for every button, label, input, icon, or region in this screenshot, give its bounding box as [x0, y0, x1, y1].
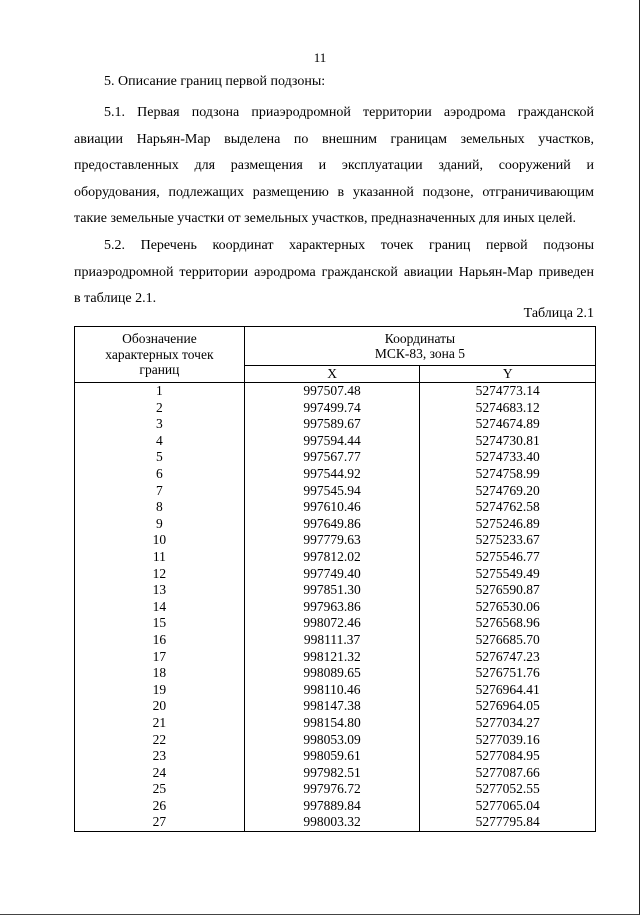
x-coordinate-cell: 997779.63 — [244, 532, 420, 549]
header-coordinates-system: МСК-83, зона 5 — [374, 346, 465, 361]
table-row — [75, 598, 596, 615]
point-number-cell: 24 — [75, 764, 245, 781]
point-number-cell: 21 — [75, 714, 245, 731]
paragraph-5-2 — [74, 233, 594, 313]
point-number-cell: 13 — [75, 582, 245, 599]
point-number-cell: 1 — [75, 382, 245, 399]
x-coordinate-cell: 997567.77 — [244, 449, 420, 466]
x-coordinate-cell: 997812.02 — [244, 548, 420, 565]
table-row — [75, 532, 596, 549]
table-row — [75, 714, 596, 731]
table-row — [75, 731, 596, 748]
point-number-cell: 14 — [75, 598, 245, 615]
x-coordinate-cell: 997649.86 — [244, 515, 420, 532]
table-row — [75, 797, 596, 814]
table-body — [75, 382, 596, 831]
table-caption: Таблица 2.1 — [523, 306, 594, 321]
point-number-cell: 18 — [75, 665, 245, 682]
header-coordinates — [244, 327, 595, 366]
y-coordinate-cell: 5277039.16 — [420, 731, 596, 748]
y-coordinate-cell: 5277084.95 — [420, 748, 596, 765]
y-coordinate-cell: 5277065.04 — [420, 797, 596, 814]
y-coordinate-cell: 5274730.81 — [420, 432, 596, 449]
x-coordinate-cell: 998059.61 — [244, 748, 420, 765]
x-coordinate-cell: 997610.46 — [244, 499, 420, 516]
y-coordinate-cell: 5274733.40 — [420, 449, 596, 466]
y-coordinate-cell: 5277034.27 — [420, 714, 596, 731]
table-row — [75, 499, 596, 516]
paragraph-line: авиации Нарьян-Мар выделена по внешним границам земельных участков, — [74, 131, 594, 147]
point-number-cell: 25 — [75, 781, 245, 798]
paragraph-5-1 — [74, 100, 594, 233]
x-coordinate-cell: 998053.09 — [244, 731, 420, 748]
y-coordinate-cell: 5277087.66 — [420, 764, 596, 781]
header-y: Y — [420, 366, 596, 383]
point-number-cell: 5 — [75, 449, 245, 466]
point-number-cell: 11 — [75, 548, 245, 565]
table-row — [75, 698, 596, 715]
table-row — [75, 465, 596, 482]
y-coordinate-cell: 5276568.96 — [420, 615, 596, 632]
point-number-cell: 9 — [75, 515, 245, 532]
table-row — [75, 416, 596, 433]
paragraph-line: 5.1. Первая подзона приаэродромной территории аэродрома гражданской — [104, 105, 594, 120]
table-row — [75, 482, 596, 499]
x-coordinate-cell: 998089.65 — [244, 665, 420, 682]
x-coordinate-cell: 997976.72 — [244, 781, 420, 798]
point-number-cell: 16 — [75, 631, 245, 648]
point-number-cell: 10 — [75, 532, 245, 549]
table-row — [75, 631, 596, 648]
table-row — [75, 615, 596, 632]
table-row — [75, 432, 596, 449]
y-coordinate-cell: 5276751.76 — [420, 665, 596, 682]
x-coordinate-cell: 997545.94 — [244, 482, 420, 499]
y-coordinate-cell: 5274674.89 — [420, 416, 596, 433]
x-coordinate-cell: 997749.40 — [244, 565, 420, 582]
x-coordinate-cell: 997544.92 — [244, 465, 420, 482]
point-number-cell: 2 — [75, 399, 245, 416]
x-coordinate-cell: 997499.74 — [244, 399, 420, 416]
y-coordinate-cell: 5276685.70 — [420, 631, 596, 648]
x-coordinate-cell: 998154.80 — [244, 714, 420, 731]
table-row — [75, 814, 596, 831]
y-coordinate-cell: 5276590.87 — [420, 582, 596, 599]
header-point-label: Обозначение характерных точек границ — [105, 331, 214, 377]
y-coordinate-cell: 5277052.55 — [420, 781, 596, 798]
table-row — [75, 648, 596, 665]
point-number-cell: 7 — [75, 482, 245, 499]
paragraph-line: в таблице 2.1. — [74, 291, 157, 306]
header-point-designation — [75, 327, 245, 383]
table-row — [75, 399, 596, 416]
point-number-cell: 3 — [75, 416, 245, 433]
paragraph-line: такие земельные участки от земельных участков, предназначенных для иных целей. — [74, 211, 577, 226]
x-coordinate-cell: 998147.38 — [244, 698, 420, 715]
x-coordinate-cell: 998121.32 — [244, 648, 420, 665]
point-number-cell: 22 — [75, 731, 245, 748]
paragraph-line: предоставленных для размещения и эксплуатации зданий, сооружений и — [74, 158, 594, 173]
table-row — [75, 748, 596, 765]
header-x: X — [244, 366, 420, 383]
x-coordinate-cell: 998003.32 — [244, 814, 420, 831]
y-coordinate-cell: 5276964.05 — [420, 698, 596, 715]
table-row — [75, 781, 596, 798]
table-row — [75, 548, 596, 565]
point-number-cell: 12 — [75, 565, 245, 582]
table-row — [75, 565, 596, 582]
point-number-cell: 19 — [75, 681, 245, 698]
y-coordinate-cell: 5277795.84 — [420, 814, 596, 831]
x-coordinate-cell: 998110.46 — [244, 681, 420, 698]
point-number-cell: 26 — [75, 797, 245, 814]
table-row — [75, 681, 596, 698]
section-heading: 5. Описание границ первой подзоны: — [104, 74, 326, 89]
paragraph-line: 5.2. Перечень координат характерных точек границ первой подзоны — [104, 238, 594, 253]
table-row — [75, 764, 596, 781]
y-coordinate-cell: 5274683.12 — [420, 399, 596, 416]
x-coordinate-cell: 997589.67 — [244, 416, 420, 433]
x-coordinate-cell: 997507.48 — [244, 382, 420, 399]
y-coordinate-cell: 5274773.14 — [420, 382, 596, 399]
point-number-cell: 20 — [75, 698, 245, 715]
x-coordinate-cell: 997594.44 — [244, 432, 420, 449]
point-number-cell: 27 — [75, 814, 245, 831]
y-coordinate-cell: 5275246.89 — [420, 515, 596, 532]
table-row — [75, 382, 596, 399]
coordinates-table — [74, 326, 596, 832]
x-coordinate-cell: 997889.84 — [244, 797, 420, 814]
y-coordinate-cell: 5274762.58 — [420, 499, 596, 516]
y-coordinate-cell: 5274758.99 — [420, 465, 596, 482]
y-coordinate-cell: 5276530.06 — [420, 598, 596, 615]
x-coordinate-cell: 998111.37 — [244, 631, 420, 648]
point-number-cell: 8 — [75, 499, 245, 516]
point-number-cell: 23 — [75, 748, 245, 765]
y-coordinate-cell: 5275549.49 — [420, 565, 596, 582]
table-row — [75, 515, 596, 532]
table-row — [75, 665, 596, 682]
y-coordinate-cell: 5276964.41 — [420, 681, 596, 698]
y-coordinate-cell: 5274769.20 — [420, 482, 596, 499]
x-coordinate-cell: 997851.30 — [244, 582, 420, 599]
point-number-cell: 17 — [75, 648, 245, 665]
y-coordinate-cell: 5275546.77 — [420, 548, 596, 565]
x-coordinate-cell: 998072.46 — [244, 615, 420, 632]
point-number-cell: 15 — [75, 615, 245, 632]
page-number: 11 — [313, 50, 327, 65]
table-row — [75, 449, 596, 466]
header-coordinates-title: Координаты — [384, 330, 456, 346]
point-number-cell: 6 — [75, 465, 245, 482]
y-coordinate-cell: 5276747.23 — [420, 648, 596, 665]
paragraph-line: приаэродромной территории аэродрома гражданской авиации Нарьян-Мар приведен — [74, 264, 594, 280]
table-row — [75, 582, 596, 599]
point-number-cell: 4 — [75, 432, 245, 449]
y-coordinate-cell: 5275233.67 — [420, 532, 596, 549]
x-coordinate-cell: 997963.86 — [244, 598, 420, 615]
paragraph-line: оборудования, подлежащих размещению в указанной подзоне, отграничивающим — [74, 184, 594, 200]
x-coordinate-cell: 997982.51 — [244, 764, 420, 781]
